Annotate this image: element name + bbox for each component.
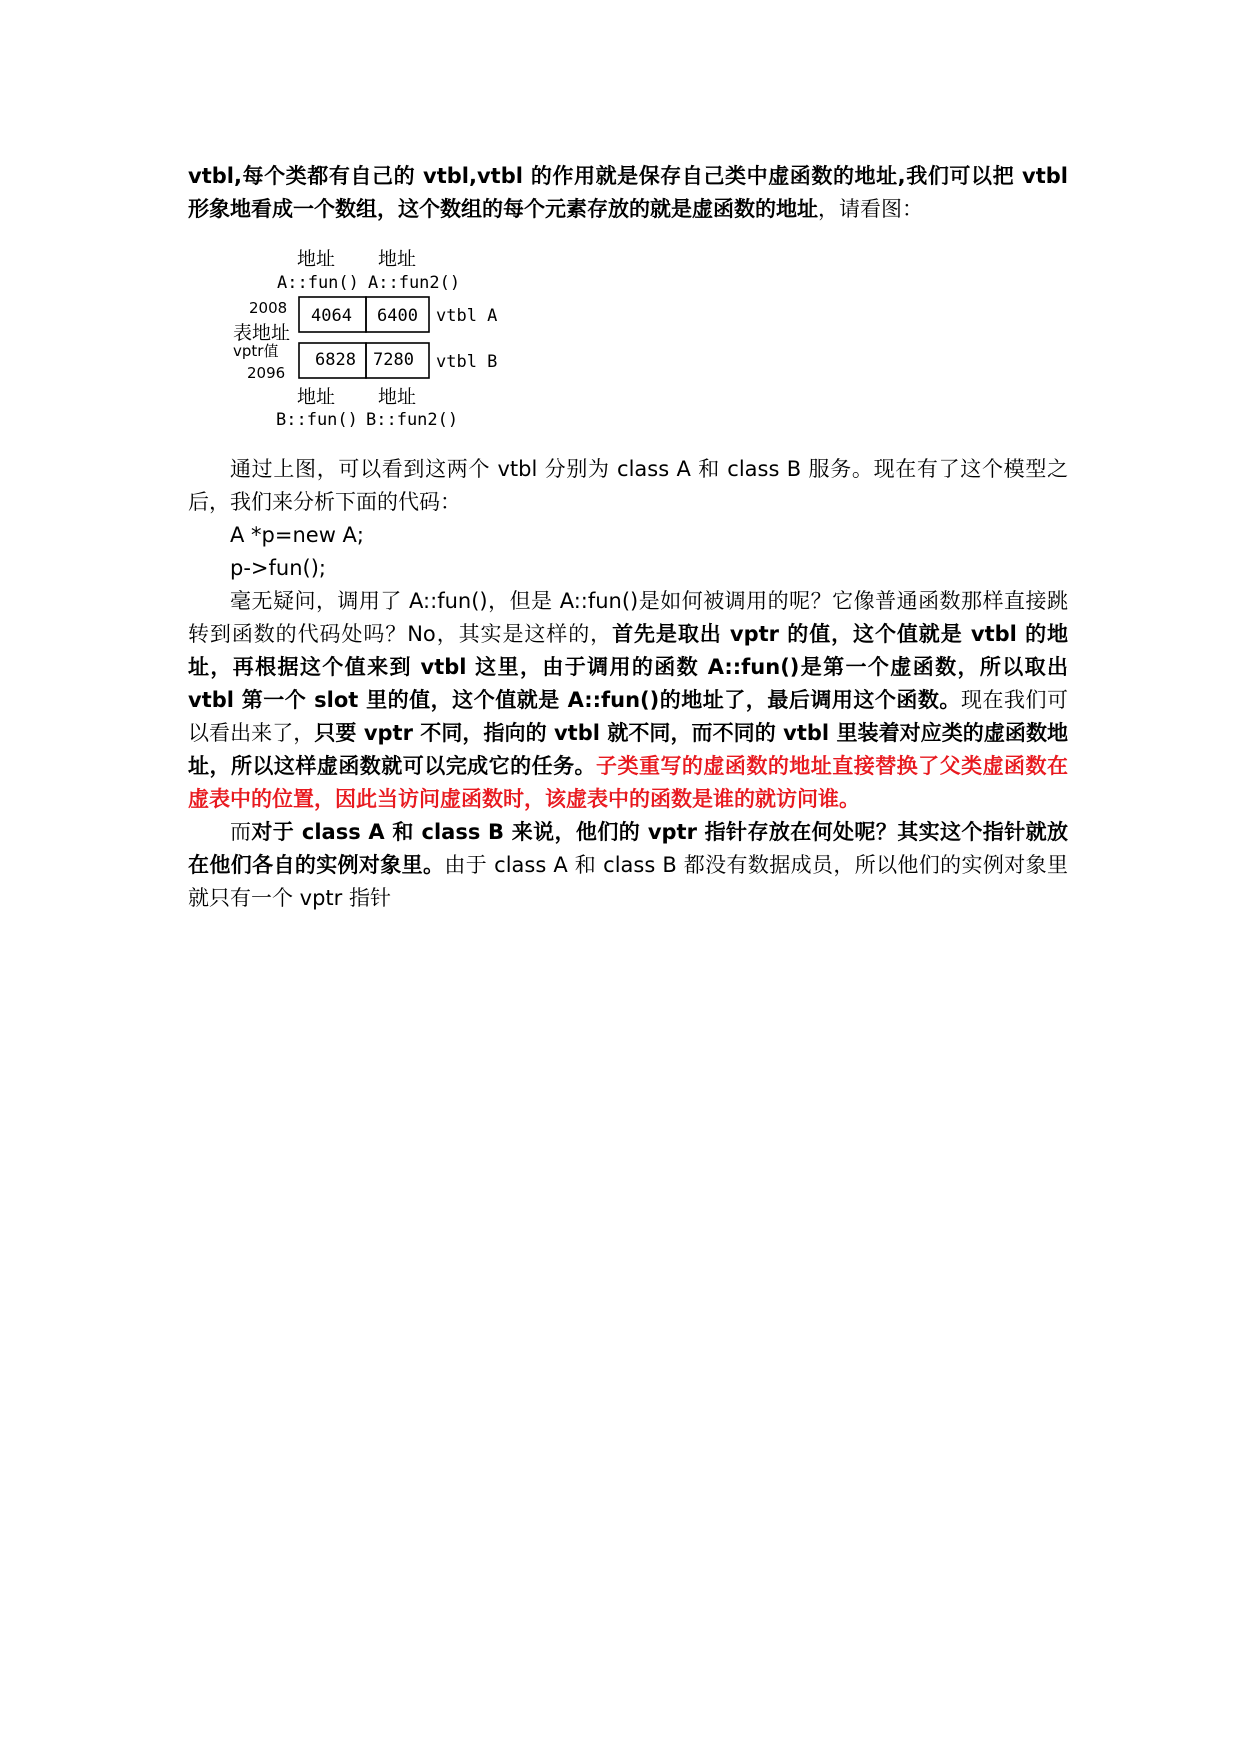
- vtbl-b-address: 2096: [247, 364, 286, 382]
- vptr-value-label: vptr值: [233, 342, 279, 360]
- paragraph-vptr-location: [188, 816, 1068, 915]
- vtbl-intro-tail: ，请看图：: [818, 197, 923, 221]
- vptr-location-bold: 对于 class A 和 class B 来说，他们的 vptr 指针存放在何处呢？其实这个指针就放在他们各自的实例对象里。: [188, 820, 1069, 877]
- paragraph-call-analysis: [188, 585, 1068, 816]
- top-right-address-label: 地址: [378, 248, 417, 270]
- vtbl-b-slot-1-value: 6828: [315, 350, 356, 370]
- vtbl-b-slot-2-value: 7280: [373, 350, 414, 370]
- vtbl-a-slot-1-value: 4064: [311, 306, 352, 326]
- bottom-left-address-label: 地址: [297, 386, 336, 408]
- top-left-function-label: A::fun(): [277, 273, 359, 293]
- vtbl-a-name: vtbl A: [436, 306, 498, 326]
- top-right-function-label: A::fun2(): [368, 273, 461, 293]
- paragraph-vtbl-intro: [188, 160, 1068, 226]
- bottom-right-function-label: B::fun2(): [366, 410, 459, 430]
- call-analysis-steps: 首先是取出 vptr 的值，这个值就是 vtbl 的地址，再根据这个值来到 vtbl 这里，由于调用的函数 A::fun()是第一个虚函数，所以取出 vtbl 第一个 slot 里的值，这个值就是 A::fun()的地址了，最后调用这个函数。: [188, 622, 1068, 712]
- top-left-address-label: 地址: [297, 248, 336, 270]
- document-page: [188, 160, 1068, 915]
- vptr-location-tail: 由于 class A 和 class B 都没有数据成员，所以他们的实例对象里就只有一个 vptr 指针: [188, 853, 1068, 910]
- vtbl-b-name: vtbl B: [436, 352, 498, 372]
- vtbl-diagram: [188, 236, 1068, 441]
- bottom-left-function-label: B::fun(): [276, 410, 358, 430]
- table-address-label: 表地址: [233, 322, 291, 344]
- override-highlight: 子类重写的虚函数的地址直接替换了父类虚函数在虚表中的位置，因此当访问虚函数时，该虚表中的函数是谁的就访问谁。: [188, 754, 1069, 811]
- paragraph-diagram-explanation: 通过上图，可以看到这两个 vtbl 分别为 class A 和 class B 服务。现在有了这个模型之后，我们来分析下面的代码：: [188, 457, 1068, 514]
- code-line-1: A *p=new A;: [230, 523, 364, 547]
- call-analysis-conclusion: 只要 vptr 不同，指向的 vtbl 就不同，而不同的 vtbl 里装着对应类的虚函数地址，所以这样虚函数就可以完成它的任务。: [188, 721, 1069, 778]
- call-analysis-transition: 现在我们可以看出来了，: [188, 688, 1068, 745]
- call-analysis-intro: 毫无疑问，调用了 A::fun()，但是 A::fun()是如何被调用的呢？它像普通函数那样直接跳转到函数的代码处吗？No，其实是这样的，: [188, 589, 1068, 646]
- code-line-2: p->fun();: [230, 556, 326, 580]
- bottom-right-address-label: 地址: [378, 386, 417, 408]
- vptr-location-lead: 而: [230, 820, 252, 844]
- vtbl-a-slot-2-value: 6400: [377, 306, 418, 326]
- vtbl-a-address: 2008: [249, 299, 288, 317]
- vtbl-intro-bold: vtbl,每个类都有自己的 vtbl,vtbl 的作用就是保存自己类中虚函数的地址,我们可以把 vtbl 形象地看成一个数组，这个数组的每个元素存放的就是虚函数的地址: [188, 164, 1068, 221]
- vtbl-diagram-svg: [233, 236, 553, 441]
